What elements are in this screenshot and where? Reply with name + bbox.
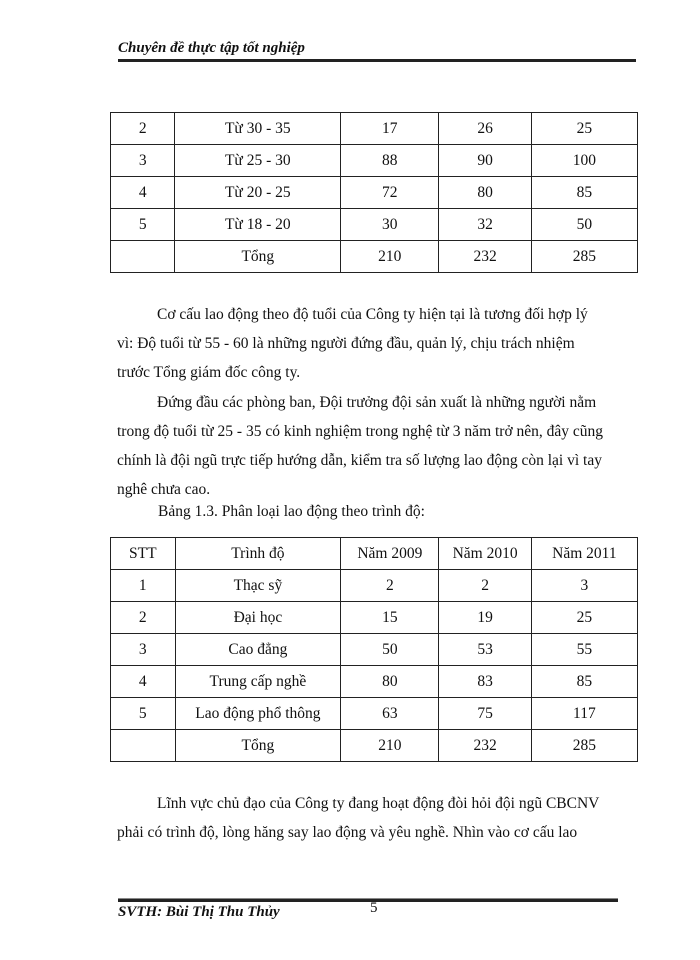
table-cell: Từ 20 - 25 bbox=[175, 177, 341, 209]
table-cell: Từ 18 - 20 bbox=[175, 209, 341, 241]
footer-rule bbox=[118, 898, 618, 902]
text-line: phải có trình độ, lòng hăng say lao động và yêu nghề. Nhìn vào cơ cấu lao bbox=[117, 824, 578, 841]
table-cell: 55 bbox=[531, 634, 637, 666]
table-row bbox=[111, 602, 638, 634]
table-cell: Từ 25 - 30 bbox=[175, 145, 341, 177]
table-row bbox=[111, 570, 638, 602]
table-cell: 83 bbox=[439, 666, 531, 698]
table-cell: 53 bbox=[439, 634, 531, 666]
table-row bbox=[111, 113, 638, 145]
table-caption: Bảng 1.3. Phân loại lao động theo trình độ: bbox=[158, 503, 425, 520]
page-header-title: Chuyên đề thực tập tốt nghiệp bbox=[118, 40, 305, 56]
table-cell: 85 bbox=[531, 177, 637, 209]
table-cell: 90 bbox=[439, 145, 531, 177]
text-line: chính là đội ngũ trực tiếp hướng dẫn, kiểm tra số lượng lao động còn lại vì tay bbox=[117, 452, 602, 469]
paragraph-age-structure bbox=[117, 300, 632, 387]
table-cell: 80 bbox=[439, 177, 531, 209]
table-total-row bbox=[111, 241, 638, 273]
table-cell: 26 bbox=[439, 113, 531, 145]
table-cell: 3 bbox=[531, 570, 637, 602]
table-cell: 100 bbox=[531, 145, 637, 177]
footer-student-name: SVTH: Bùi Thị Thu Thủy bbox=[118, 904, 280, 920]
column-header: Năm 2011 bbox=[531, 538, 637, 570]
table-cell: 75 bbox=[439, 698, 531, 730]
table-cell: 17 bbox=[341, 113, 439, 145]
column-header: STT bbox=[111, 538, 176, 570]
table-cell: 85 bbox=[531, 666, 637, 698]
table-cell: Thạc sỹ bbox=[175, 570, 341, 602]
text-line: vì: Độ tuổi từ 55 - 60 là những người đứng đầu, quản lý, chịu trách nhiệm bbox=[117, 335, 575, 352]
text-line: trong độ tuổi từ 25 - 35 có kinh nghiệm trong nghệ từ 3 năm trở nên, đây cũng bbox=[117, 423, 604, 440]
table-row bbox=[111, 698, 638, 730]
table-cell: 63 bbox=[341, 698, 439, 730]
table-cell: 1 bbox=[111, 570, 176, 602]
text-line: Đứng đầu các phòng ban, Đội trưởng đội sản xuất là những người nằm bbox=[157, 394, 597, 411]
table-cell: 88 bbox=[341, 145, 439, 177]
table-cell: 15 bbox=[341, 602, 439, 634]
table-cell: 4 bbox=[111, 666, 176, 698]
table-cell: 117 bbox=[531, 698, 637, 730]
table-row bbox=[111, 145, 638, 177]
table-cell: 19 bbox=[439, 602, 531, 634]
text-line: Cơ cấu lao động theo độ tuổi của Công ty hiện tại là tương đối hợp lý bbox=[157, 306, 588, 323]
table-row bbox=[111, 666, 638, 698]
table-cell: 25 bbox=[531, 113, 637, 145]
table-row bbox=[111, 177, 638, 209]
table-cell: 50 bbox=[341, 634, 439, 666]
table-cell: 30 bbox=[341, 209, 439, 241]
table-cell: Đại học bbox=[175, 602, 341, 634]
table-row bbox=[111, 634, 638, 666]
column-header: Năm 2010 bbox=[439, 538, 531, 570]
table-cell: 210 bbox=[341, 730, 439, 762]
column-header: Trình độ bbox=[175, 538, 341, 570]
table-cell: 285 bbox=[531, 730, 637, 762]
education-level-table bbox=[110, 537, 638, 762]
table-cell: 232 bbox=[439, 730, 531, 762]
table-cell: 285 bbox=[531, 241, 637, 273]
table-cell: 2 bbox=[341, 570, 439, 602]
text-line: trước Tổng giám đốc công ty. bbox=[117, 364, 301, 381]
table-cell: 3 bbox=[111, 634, 176, 666]
table-cell: Tổng bbox=[175, 241, 341, 273]
table-cell: Trung cấp nghề bbox=[175, 666, 341, 698]
column-header: Năm 2009 bbox=[341, 538, 439, 570]
table-cell: 80 bbox=[341, 666, 439, 698]
table-cell: 32 bbox=[439, 209, 531, 241]
table-cell: 25 bbox=[531, 602, 637, 634]
table-total-row bbox=[111, 730, 638, 762]
table-cell: 3 bbox=[111, 145, 175, 177]
table-cell: Tổng bbox=[175, 730, 341, 762]
table-cell: 210 bbox=[341, 241, 439, 273]
text-line: nghê chưa cao. bbox=[117, 481, 211, 498]
table-cell: Lao động phổ thông bbox=[175, 698, 341, 730]
table-cell: 50 bbox=[531, 209, 637, 241]
table-cell: 5 bbox=[111, 209, 175, 241]
page-number: 5 bbox=[370, 900, 378, 916]
age-structure-table bbox=[110, 112, 638, 273]
paragraph-field bbox=[117, 789, 632, 847]
table-cell bbox=[111, 730, 176, 762]
table-cell: 4 bbox=[111, 177, 175, 209]
table-cell: 2 bbox=[439, 570, 531, 602]
text-line: Lĩnh vực chủ đạo của Công ty đang hoạt động đòi hỏi đội ngũ CBCNV bbox=[157, 795, 600, 812]
header-rule bbox=[118, 59, 636, 62]
paragraph-leaders bbox=[117, 388, 632, 504]
table-cell bbox=[111, 241, 175, 273]
table-cell: 72 bbox=[341, 177, 439, 209]
table-cell: Cao đẳng bbox=[175, 634, 341, 666]
table-cell: Từ 30 - 35 bbox=[175, 113, 341, 145]
table-cell: 2 bbox=[111, 113, 175, 145]
table-header-row bbox=[111, 538, 638, 570]
table-row bbox=[111, 209, 638, 241]
table-cell: 232 bbox=[439, 241, 531, 273]
table-cell: 5 bbox=[111, 698, 176, 730]
table-cell: 2 bbox=[111, 602, 176, 634]
